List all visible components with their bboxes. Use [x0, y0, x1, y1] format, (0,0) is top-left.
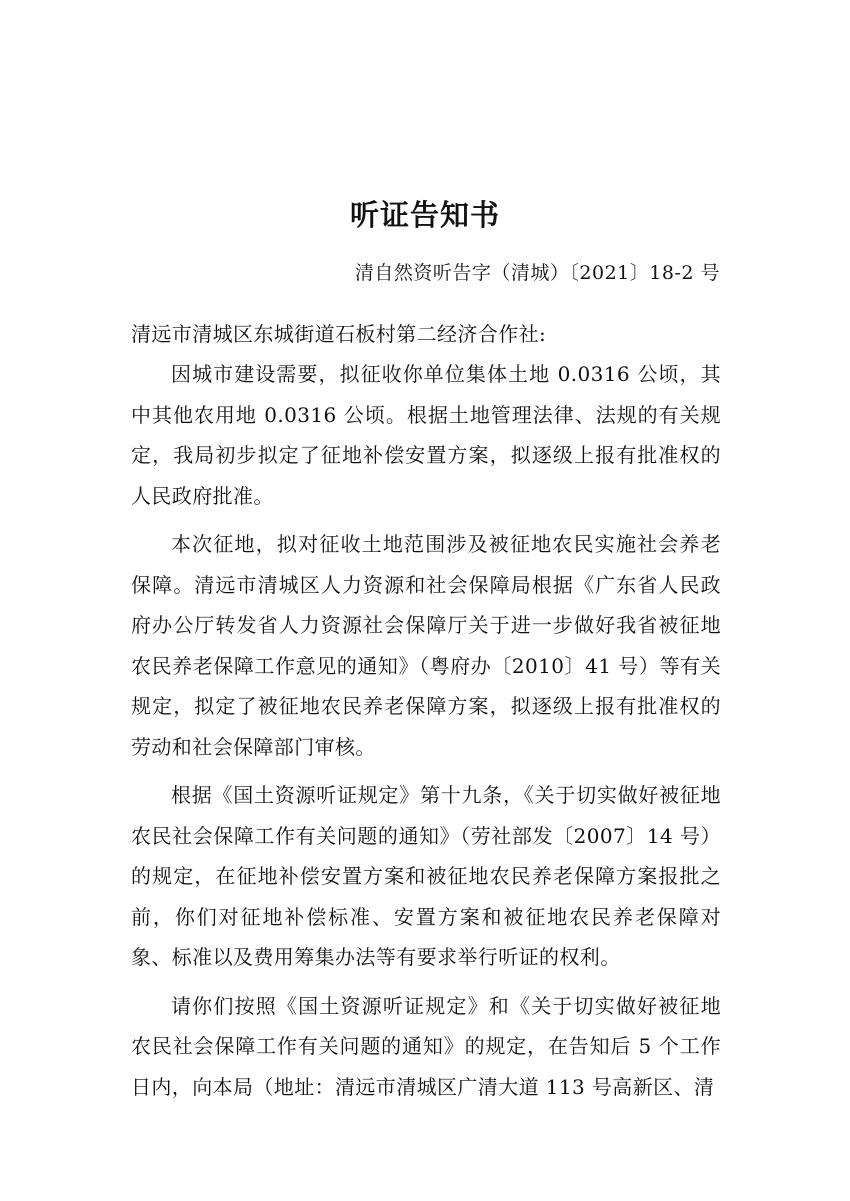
document-number: 清自然资听告字（清城）〔2021〕18-2 号 [354, 262, 720, 284]
paragraph-1: 因城市建设需要，拟征收你单位集体土地 0.0316 公顷，其中其他农用地 0.0316 公顷。根据土地管理法律、法规的有关规定，我局初步拟定了征地补偿安置方案，拟逐级上报有批准权的人民政府批准。 [131, 362, 721, 508]
document-body [131, 314, 721, 1107]
addressee-line: 清远市清城区东城街道石板村第二经济合作社: [131, 322, 547, 346]
document-title: 听证告知书 [349, 198, 500, 232]
paragraph-2: 本次征地，拟对征收土地范围涉及被征地农民实施社会养老保障。清远市清城区人力资源和社会保障局根据《广东省人民政府办公厅转发省人力资源社会保障厅关于进一步做好我省被征地农民养老保障工作意见的通知》（粤府办〔2010〕41 号）等有关规定，拟定了被征地农民养老保障方案，拟逐级上报有批准权的劳动和社会保障部门审核。 [131, 532, 721, 759]
paragraph-3: 根据《国土资源听证规定》第十九条，《关于切实做好被征地农民社会保障工作有关问题的通知》（劳社部发〔2007〕14 号）的规定，在征地补偿安置方案和被征地农民养老保障方案报批之前，你们对征地补偿标准、安置方案和被征地农民养老保障对象、标准以及费用筹集办法等有要求举行听证的权利。 [131, 783, 721, 969]
paragraph-4: 请你们按照《国土资源听证规定》和《关于切实做好被征地农民社会保障工作有关问题的通知》的规定，在告知后 5 个工作日内，向本局（地址：清远市清城区广清大道 113 号高新区、清 [131, 993, 721, 1099]
